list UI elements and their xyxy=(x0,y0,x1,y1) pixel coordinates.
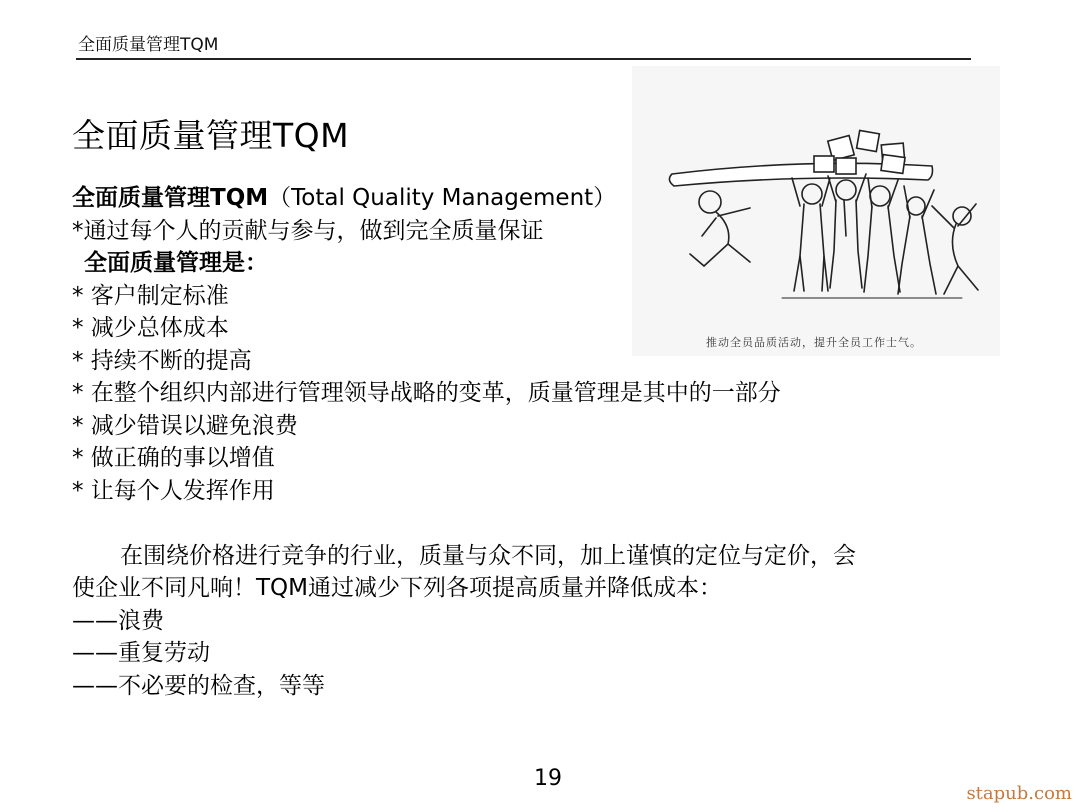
bullet-item: * 持续不断的提高 xyxy=(72,347,252,374)
definition-term: 全面质量管理TQM xyxy=(72,185,269,211)
dash-list-item: ——重复劳动 xyxy=(72,640,210,666)
dash-list-item: ——浪费 xyxy=(72,607,164,634)
paragraph-line: 在围绕价格进行竞争的行业，质量与众不同，加上谨慎的定位与定价，会 xyxy=(120,542,856,569)
page-number: 19 xyxy=(534,766,562,791)
bullet-item: * 让每个人发挥作用 xyxy=(72,477,275,504)
dash-list-item: ——不必要的检查，等等 xyxy=(72,672,325,699)
paragraph-line: 使企业不同凡响！TQM通过减少下列各项提高质量并降低成本： xyxy=(72,575,722,601)
bullet-item: * 减少错误以避免浪费 xyxy=(72,412,298,439)
teamwork-illustration xyxy=(632,66,1000,356)
illustration-caption: 推动全员品质活动，提升全员工作士气。 xyxy=(706,336,922,349)
bullet-item: * 做正确的事以增值 xyxy=(72,445,275,471)
slide-title: 全面质量管理TQM xyxy=(72,116,350,155)
cartoon-drawing xyxy=(632,66,1000,356)
spacer xyxy=(72,507,1002,540)
bullet-item: * 客户制定标准 xyxy=(72,282,229,309)
watermark: stapub.com xyxy=(966,783,1072,804)
body-line: *通过每个人的贡献与参与，做到完全质量保证 xyxy=(72,217,544,244)
bullet-item: * 在整个组织内部进行管理领导战略的变革，质量管理是其中的一部分 xyxy=(72,380,781,406)
subheading: 全面质量管理是： xyxy=(84,250,268,276)
bullet-item: * 减少总体成本 xyxy=(72,315,229,341)
header-title: 全面质量管理TQM xyxy=(78,35,219,55)
definition-english: （Total Quality Management） xyxy=(268,185,617,211)
header-divider xyxy=(76,58,971,60)
